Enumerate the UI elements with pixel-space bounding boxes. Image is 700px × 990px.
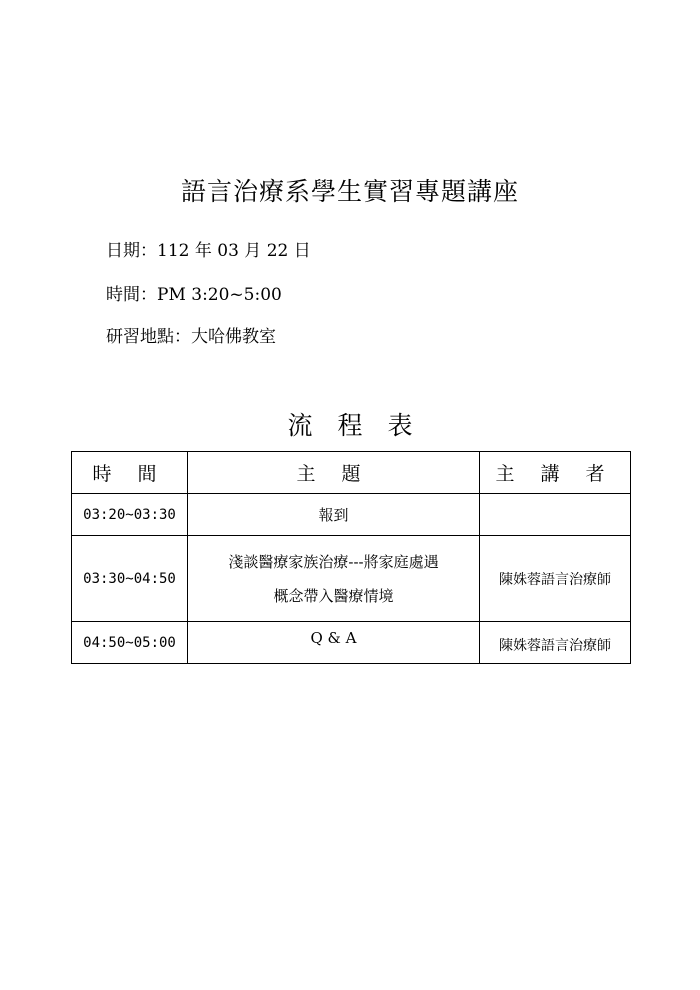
row-speaker — [480, 494, 631, 536]
topic-line: Q & A — [310, 629, 357, 647]
topic-line: 淺談醫療家族治療---將家庭處遇 — [228, 552, 439, 571]
event-location: 研習地點：大哈佛教室 — [106, 327, 276, 347]
row-speaker: 陳姝蓉語言治療師 — [480, 622, 631, 664]
row-time: 04:50~05:00 — [72, 622, 188, 664]
row-topic — [188, 536, 480, 622]
row-time: 03:20~03:30 — [72, 494, 188, 536]
event-date: 日期：112 年 03 月 22 日 — [106, 241, 311, 261]
row-speaker: 陳姝蓉語言治療師 — [480, 536, 631, 622]
header-topic: 主 題 — [188, 452, 480, 494]
header-speaker: 主 講 者 — [480, 452, 631, 494]
event-time: 時間：PM 3:20~5:00 — [106, 285, 282, 305]
topic-line: 概念帶入醫療情境 — [273, 586, 394, 605]
table-row — [72, 494, 631, 536]
row-topic — [188, 622, 480, 664]
table-row — [72, 622, 631, 664]
table-header-row — [72, 452, 631, 494]
table-row — [72, 536, 631, 622]
header-time: 時 間 — [72, 452, 188, 494]
row-topic — [188, 494, 480, 536]
document-title: 語言治療系學生實習專題講座 — [180, 177, 519, 206]
topic-line: 報到 — [318, 505, 349, 524]
schedule-table — [71, 451, 631, 664]
row-time: 03:30~04:50 — [72, 536, 188, 622]
schedule-title: 流 程 表 — [287, 411, 413, 440]
